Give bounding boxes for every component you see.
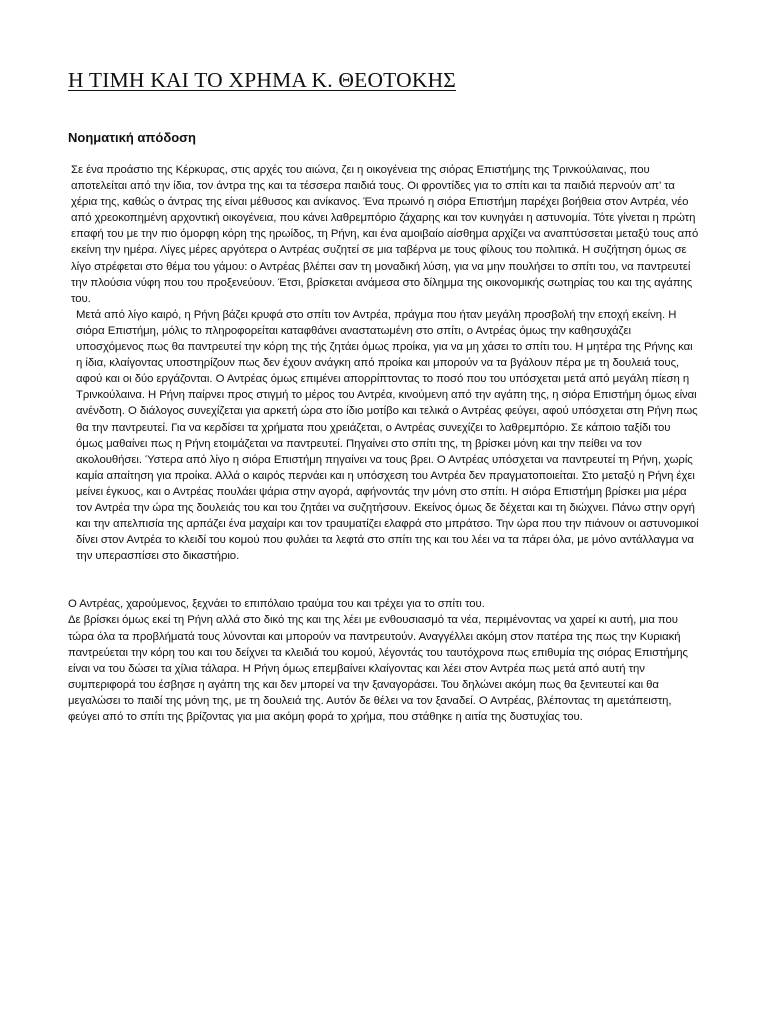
document-title: Η ΤΙΜΗ ΚΑΙ ΤΟ ΧΡΗΜΑ Κ. ΘΕΟΤΟΚΗΣ xyxy=(68,68,457,92)
paragraph-2: Μετά από λίγο καιρό, η Ρήνη βάζει κρυφά στο σπίτι τον Αντρέα, πράγμα που ήταν μεγάλη προσβολή την εποχή εκείνη. Η σιόρα Επιστήμη, μόλις το πληροφορείται καταφθάνει αναστατωμένη στο σπίτι, ο Αντρέας όμως την καθησυχάζει υποσχόμενος πως θα παντρευτεί την κόρη της τής ζητάει όμως προίκα, για να μη χάσει το σπίτι του. Η μητέρα της Ρήνης και η ίδια, κλαίγοντας υποστηρίζουν πως δεν έχουν ανάγκη από προίκα και μπορούν να τα βγάλουν πέρα με τη δουλειά τους, αφού και οι δύο εργάζονται. Ο Αντρέας όμως επιμένει απορρίπτοντας το ποσό που του υπόσχεται μετά από μεγάλη πίεση η Τρινκούλαινα. Η Ρήνη παίρνει προς στιγμή το μέρος του Αντρέα, κινούμενη από την αγάπη της, η σιόρα Επιστήμη όμως είναι ανένδοτη. Ο διάλογος συνεχίζεται για αρκετή ώρα στο ίδιο μοτίβο και τελικά ο Αντρέας φεύγει, αφού υπόσχεται στη Ρήνη πως θα την παντρευτεί. Για να κερδίσει τα χρήματα που χρειάζεται, ο Αντρέας συνεχίζει το λαθρεμπόριο. Σε κάποιο ταξίδι του όμως μαθαίνει πως η Ρήνη ετοιμάζεται να παντρευτεί. Πηγαίνει στο σπίτι της, τη βρίσκει μόνη και την πείθει να τον ακολουθήσει. Ύστερα από λίγο η σιόρα Επιστήμη πηγαίνει να τους βρει. Ο Αντρέας υπόσχεται να παντρευτεί τη Ρήνη, χωρίς καμία απαίτηση για προίκα. Αλλά ο καιρός περνάει και η υπόσχεση του Αντρέα δεν πραγματοποιείται. Στο μεταξύ η Ρήνη έχει μείνει έγκυος, και ο Αντρέας πουλάει ψάρια στην αγορά, αφήνοντάς την μόνη στο σπίτι. Η σιόρα Επιστήμη βρίσκει μια μέρα τον Αντρέα την ώρα της δουλειάς του και του ζητάει να συζητήσουν. Εκείνος όμως δε δέχεται και τη διώχνει. Πάνω στην οργή και την απελπισία της αρπάζει ένα μαχαίρι και τον τραυματίζει ελαφρά στο μπράτσο. Την ώρα που την πιάνουν οι αστυνομικοί δίνει στον Αντρέα το κλειδί του κομού που φυλάει τα λεφτά στο σπίτι της και του λέει να τα πάρει όλα, με μόνο αντάλλαγμα να την υπερασπίσει στο δικαστήριο. xyxy=(76,308,699,563)
paragraph-4: Δε βρίσκει όμως εκεί τη Ρήνη αλλά στο δικό της και της λέει με ενθουσιασμό τα νέα, περιμένοντας να χαρεί κι αυτή, μια που τώρα όλα τα προβλήματά τους λύνονται και μπορούν να παντρευτούν. Αναγγέλλει ακόμη στον πατέρα της πως την Κυριακή παντρεύεται την κόρη του και του δείχνει τα κλειδιά του κομού, λέγοντάς του ταυτόχρονα πως επιθυμία της σιόρας Επιστήμης είναι να του δώσει τα χίλια τάλαρα. Η Ρήνη όμως επεμβαίνει κλαίγοντας και λέει στον Αντρέα πως μετά από αυτή την συμπεριφορά του έσβησε η αγάπη της και δεν μπορεί να την ξαναγοράσει. Του δηλώνει ακόμη πως θα ξενιτευτεί και θα μεγαλώσει το παιδί της μόνη της, με τη δουλειά της. Αυτόν δε θέλει να τον ξαναδεί. Ο Αντρέας, βλέποντας τη αμετάπειστη, φεύγει από το σπίτι της βρίζοντας για μια ακόμη φορά το χρήμα, που στάθηκε η αιτία της δυστυχίας του. xyxy=(68,614,688,723)
paragraph-1: Σε ένα προάστιο της Κέρκυρας, στις αρχές του αιώνα, ζει η οικογένεια της σιόρας Επιστήμης της Τρινκούλαινας, που αποτελείται από την ίδια, τον άντρα της και τα τέσσερα παιδιά τους. Οι φροντίδες για το σπίτι και τα παιδιά περνούν απ’ τα χέρια της, καθώς ο άντρας της είναι μέθυσος και ανίκανος. Ένα πρωινό η σιόρα Επιστήμη παρέχει βοήθεια στον Αντρέα, νέο από χρεοκοπημένη αρχοντική οικογένεια, που κάνει λαθρεμπόριο ζάχαρης και τον κυνηγάει η αστυνομία. Τότε γίνεται η πρώτη επαφή του με την πιο όμορφη κόρη της ηρωίδος, τη Ρήνη, και ένα αμοιβαίο αίσθημα αρχίζει να αναπτύσσεται μεταξύ τους από εκείνη την ημέρα. Λίγες μέρες αργότερα ο Αντρέας συζητεί σε μια ταβέρνα με τους φίλους του πολιτικά. Η συζήτηση όμως σε λίγο στρέφεται στο θέμα του γάμου: ο Αντρέας βλέπει σαν τη μοναδική λύση, για να μην πουλήσει το σπίτι του, να παντρευτεί την πλούσια νύφη που του προξενεύουν. Έτσι, βρίσκεται ανάμεσα στο δίλημμα της οικονομικής σωτηρίας του και της αγάπης του. xyxy=(71,164,699,305)
summary-block-2 xyxy=(68,596,700,725)
summary-block-1 xyxy=(68,162,700,564)
document-subtitle: Νοηματική απόδοση xyxy=(68,130,196,145)
paragraph-3: Ο Αντρέας, χαρούμενος, ξεχνάει το επιπόλαιο τραύμα του και τρέχει για το σπίτι του. xyxy=(68,598,485,611)
document-page xyxy=(68,68,700,725)
